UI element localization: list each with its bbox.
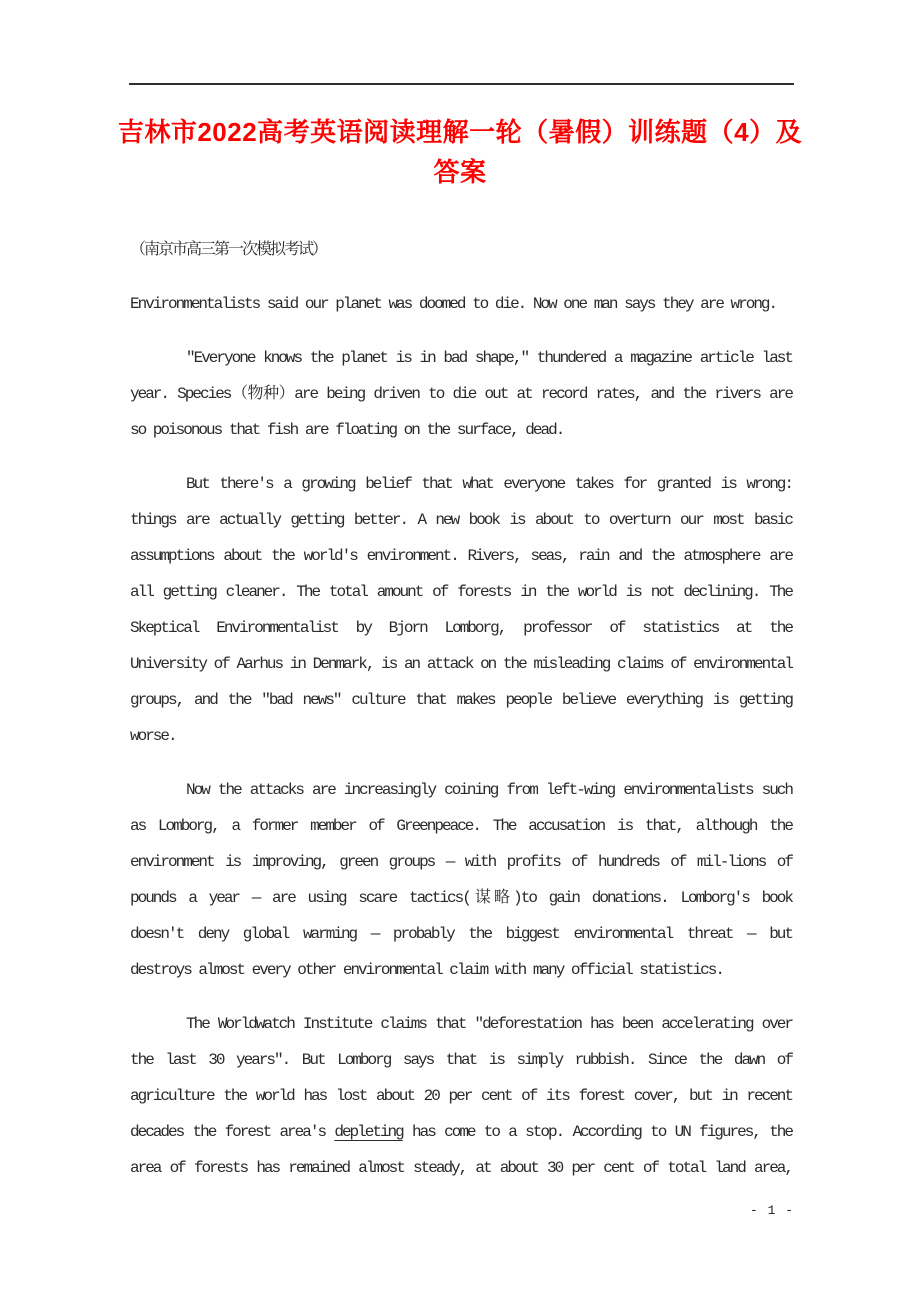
text-line: pounds a year — are using scare tactics(谋略)to gain donations. Lomborg's book (130, 889, 792, 907)
text-line: Now the attacks are increasingly coining from left-wing environmentalists such (186, 781, 792, 799)
text-line: assumptions about the world's environment. Rivers, seas, rain and the atmosphere are (130, 547, 792, 565)
paragraph (130, 772, 792, 988)
text-line: agriculture the world has lost about 20 per cent of its forest cover, but in recent (130, 1087, 792, 1105)
paragraph (130, 340, 792, 448)
paragraph (130, 232, 792, 268)
text-line: Skeptical Environmentalist by Bjorn Lomborg, professor of statistics at the (130, 619, 792, 637)
document-body (130, 232, 792, 1186)
text-line: so poisonous that fish are floating on the surface, dead. (130, 421, 564, 439)
page-title: 吉林市2022高考英语阅读理解一轮（暑假）训练题（4）及答案 (117, 117, 803, 187)
text-line: area of forests has remained almost steady, at about 30 per cent of total land area, (130, 1159, 792, 1177)
paragraph (130, 286, 792, 322)
text-line: Environmentalists said our planet was doomed to die. Now one man says they are wrong. (130, 295, 777, 313)
paragraph (130, 466, 792, 754)
text-line: （南京市高三第一次模拟考试） (130, 241, 327, 259)
text-line: worse. (130, 727, 176, 745)
text-line: decades the forest area's depleting has come to a stop. According to UN figures, the (130, 1123, 792, 1141)
text-line: But there's a growing belief that what everyone takes for granted is wrong: (186, 475, 792, 493)
text-line: The Worldwatch Institute claims that "deforestation has been accelerating over (186, 1015, 792, 1033)
text-line: destroys almost every other environmental claim with many official statistics. (130, 961, 723, 979)
text-line: all getting cleaner. The total amount of forests in the world is not declining. The (130, 583, 792, 601)
text-line: "Everyone knows the planet is in bad shape," thundered a magazine article last (186, 349, 792, 367)
text-line: as Lomborg, a former member of Greenpeace. The accusation is that, although the (130, 817, 792, 835)
text-line: University of Aarhus in Denmark, is an attack on the misleading claims of environmental (130, 655, 792, 673)
underlined-word: depleting (334, 1123, 403, 1141)
text-line: groups, and the "bad news" culture that makes people believe everything is getting (130, 691, 792, 709)
paragraph (130, 1006, 792, 1186)
text-line: the last 30 years". But Lomborg says that is simply rubbish. Since the dawn of (130, 1051, 792, 1069)
text-line: things are actually getting better. A new book is about to overturn our most basic (130, 511, 792, 529)
text-line: environment is improving, green groups — with profits of hundreds of mil-lions of (130, 853, 792, 871)
page-number: - 1 - (749, 1203, 794, 1218)
header-rule (129, 83, 794, 85)
text-line: year. Species（物种）are being driven to die out at record rates, and the rivers are (130, 385, 792, 403)
text-line: doesn't deny global warming — probably the biggest environmental threat — but (130, 925, 792, 943)
